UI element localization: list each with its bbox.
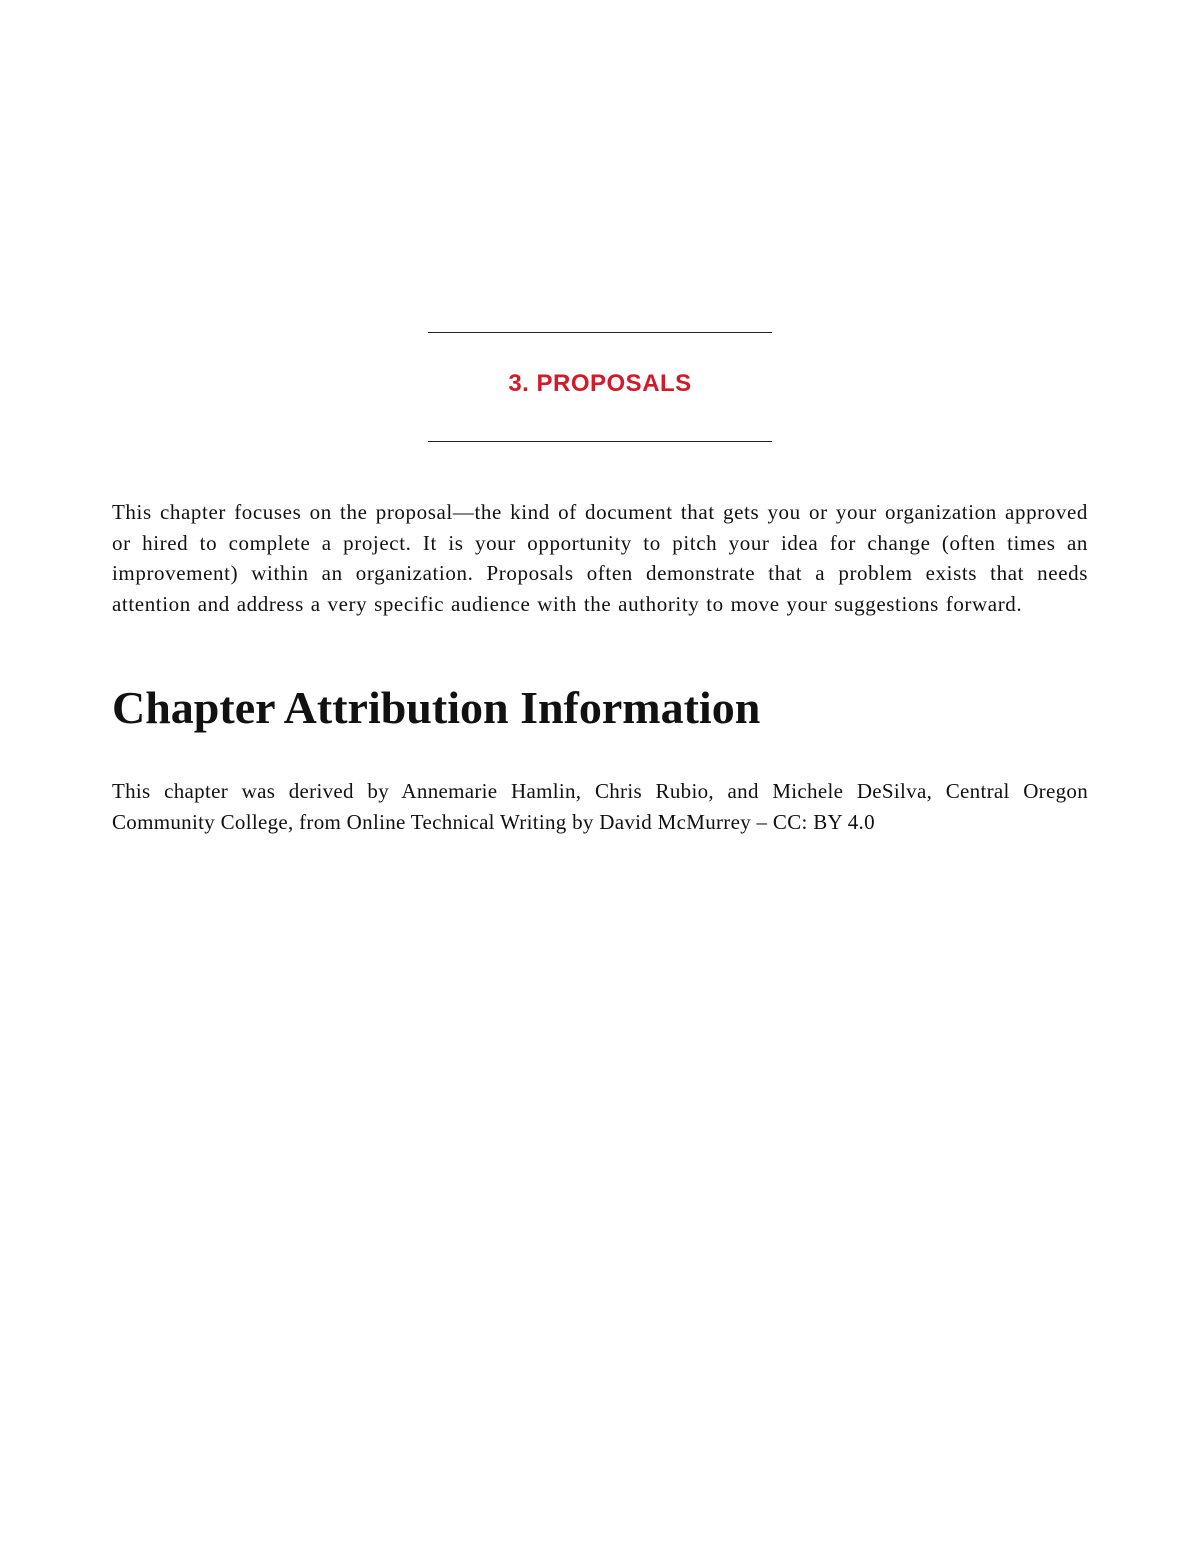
attribution-paragraph: This chapter was derived by Annemarie Hamlin, Chris Rubio, and Michele DeSilva, Central Oregon Community College, from Online Technical Writing by David McMurrey – CC: BY 4.0 (112, 779, 1088, 834)
chapter-title: 3. PROPOSALS (508, 370, 692, 397)
chapter-intro-paragraph: This chapter focuses on the proposal—the kind of document that gets you or your organization approved or hired to complete a project. It is your opportunity to pitch your idea for change (often times an improvement) within an organization. Proposals often demonstrate that a problem exists that needs attention and address a very specific audience with the authority to move your suggestions forward. (112, 500, 1088, 616)
title-rule-top (428, 332, 772, 333)
title-rule-bottom (428, 441, 772, 442)
attribution-heading: Chapter Attribution Information (112, 682, 761, 733)
